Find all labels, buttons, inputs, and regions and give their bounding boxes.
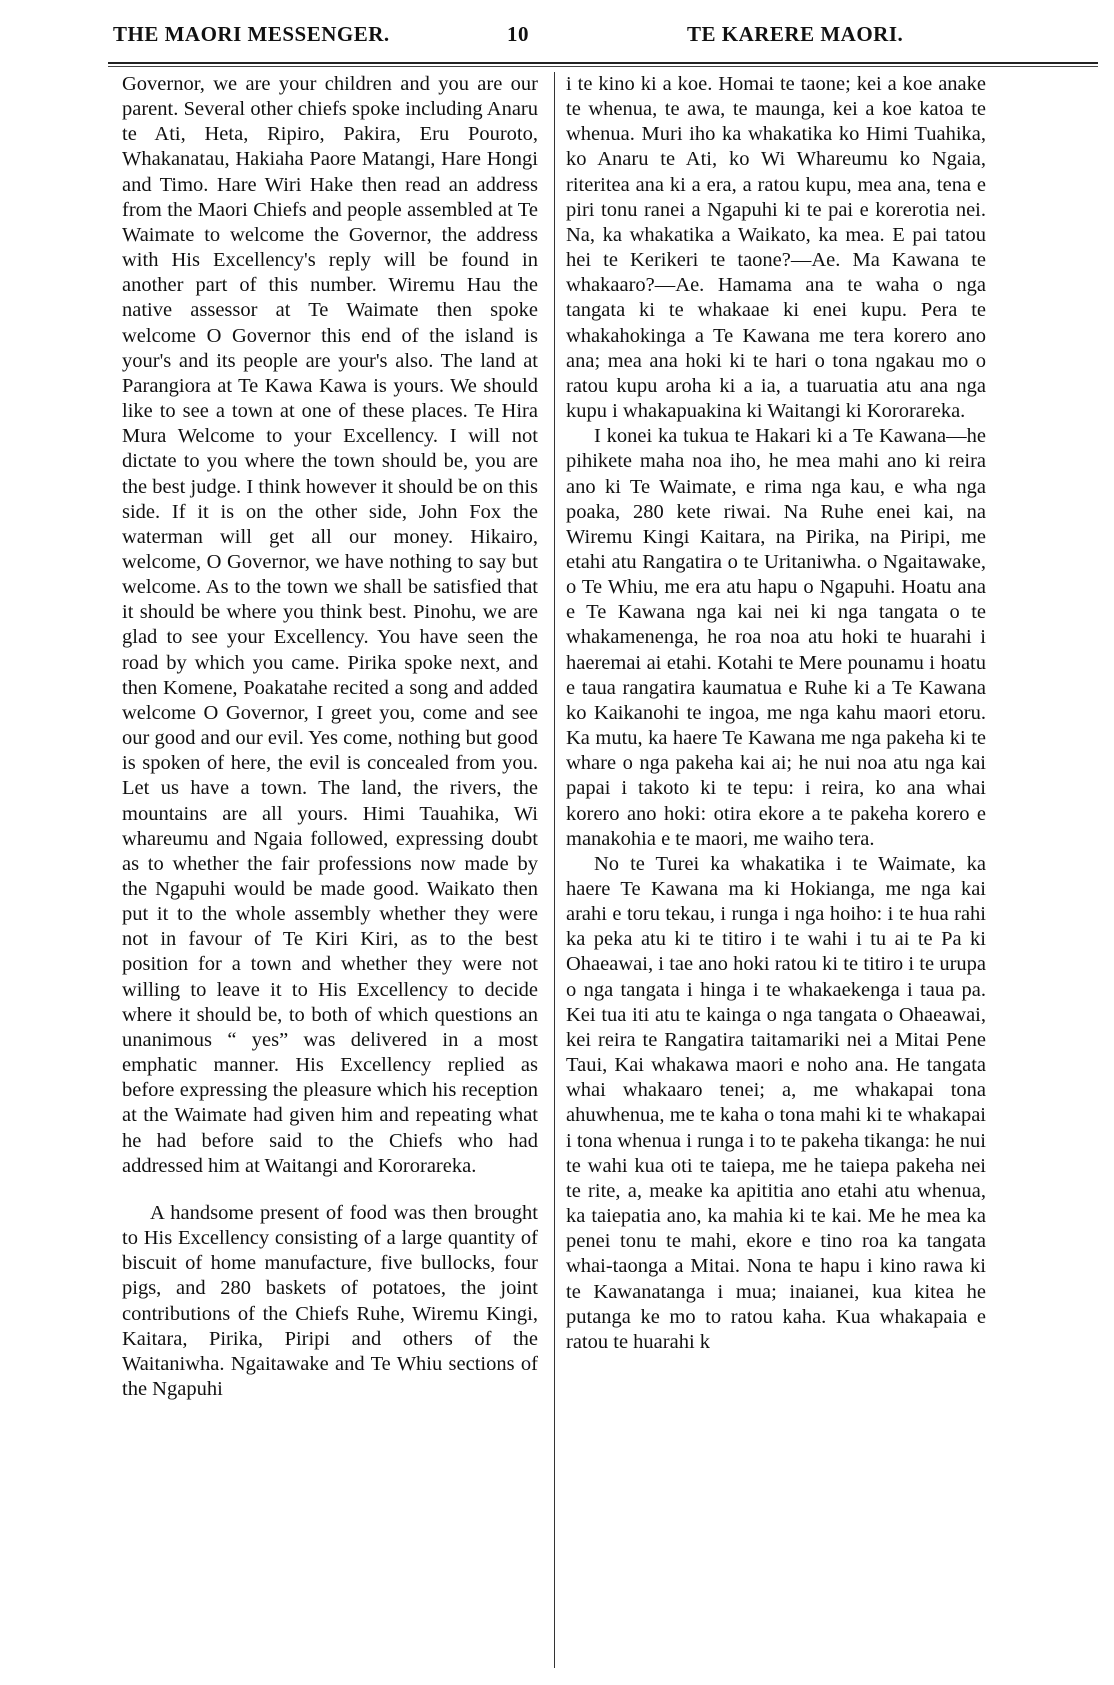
maori-paragraph-1: i te kino ki a koe. Homai te taone; kei a koe anake te whenua, te awa, te maunga, kei a koe katoa te whenua. Muri iho ka whakatika ko Himi Tuahika, ko Anaru te Ati, ko Wi Whareumu ko Ngaia, riteritea ana ki a era, a ratou kupu, mea ana, tena e piri tonu ranei a Ngapuhi ki te pai e korerotia nei. Na, ka whakatika a Waikato, ka mea. E pai tatou hei te Kerikeri te taone?—Ae. Ma Kawana te whakaaro?—Ae. Hamama ana te waha o nga tangata ki te whakaae ki enei kupu. Pera te whakahokinga a Te Kawana me tera korero ano ana; mea ana hoki ki te hari o tona ngakau mo o ratou kupu aroha ki a ia, a tuaruatia atu ana nga kupu i whakapuakina ki Waitangi ki Kororareka. xyxy=(566,73,986,423)
header-rule xyxy=(108,62,1098,64)
maori-paragraph-3: No te Turei ka whakatika i te Waimate, ka haere Te Kawana ma ki Hokianga, me nga kai arahi e toru tekau, i runga i nga hoiho: i te hua rahi ka peka atu ki te titiro i te wahi i tu ai te Pa ki Ohaeawai, i tae ano hoki ratou ki te titiro i te urupa o nga tangata i hinga i te whakaekenga i taua pa. Kei tua iti atu te kainga o nga tangata o Ohaeawai, kei reira te Rangatira taitamariki nei a Mitai Pene Taui, Kai whakawa maori e noho ana. He tangata whai whakaaro tenei; a, me whakapai tona ahuwhenua, me te kaha o tona mahi ki te whakapai i tona whenua i runga i to te pakeha tikanga: he nui te wahi kua oti te taiepa, me he taiepa pakeha nei te rite, a, meake ka apititia ano etahi atu whenua, ka taiepatia ano, ka mahia ki te kai. Me he mea ka penei tonu te mahi, ekore e tino roa ka tangata whai-taonga a Mitai. Nona te hapu i kino rawa ki te Kawanatanga i mua; inaianei, kua kitea he putanga ke mo to ratou kaha. Kua whakapaia e ratou te huarahi k xyxy=(566,852,986,1353)
english-column xyxy=(122,72,538,1672)
column-divider xyxy=(554,72,555,1668)
maori-masthead-title: TE KARERE MAORI. xyxy=(687,22,904,46)
page-header xyxy=(95,14,1085,54)
maori-column xyxy=(566,72,986,1672)
paragraph-gap xyxy=(122,1179,538,1201)
maori-paragraph-2: I konei ka tukua te Hakari ki a Te Kawana—he pihikete maha noa iho, he mea mahi ano ki reira ano ki Te Waimate, e rima nga kau, e wha nga poaka, 280 kete riwai. Na Ruhe enei kai, na Wiremu Kingi Kaitara, na Pirika, na Piripi, me etahi atu Rangatira o te Uritaniwha. o Ngaitawake, o Te Whiu, me era atu hapu o Ngapuhi. Hoatu ana e Te Kawana nga kai nei ki nga tangata o te whakamenenga, he roa noa atu hoki te huarahi i haeremai ai etahi. Kotahi te Mere pounamu i hoatu e taua rangatira kaumatua e Ruhe ki a Te Kawana ko Kaikanohi te ingoa, me nga kahu maori etoru. Ka mutu, ka haere Te Kawana me nga pakeha ki te whare o nga pakeha kai ai; he nui noa atu nga kai papai i takoto ki te tepu: i reira, ko ana whai korero ano hoki: otira ekore a te pakeha korero e manakohia e te maori, me waiho tera. xyxy=(566,425,986,850)
header-rule-thin xyxy=(108,66,1098,67)
english-masthead-title: THE MAORI MESSENGER. xyxy=(113,22,390,46)
page-number: 10 xyxy=(507,22,529,46)
english-paragraph-1: Governor, we are your children and you are our parent. Several other chiefs spoke including Anaru te Ati, Heta, Ripiro, Pakira, Eru Pouroto, Whakanatau, Hakiaha Paore Matangi, Hare Hongi and Timo. Hare Wiri Hake then read an address from the Maori Chiefs and people assembled at Te Waimate to welcome the Governor, the address with His Excellency's reply will be found in another part of this number. Wiremu Hau the native assessor at Te Waimate then spoke welcome O Governor this end of the island is your's and its people are your's also. The land at Parangiora at Te Kawa Kawa is yours. We should like to see a town at one of these places. Te Hira Mura Welcome to your Excellency. I will not dictate to you where the town should be, you are the best judge. I think however it should be on this side. If it is on the other side, John Fox the waterman will get all our money. Hikairo, welcome, O Governor, we have nothing to say but welcome. As to the town we shall be satisfied that it should be where you think best. Pinohu, we are glad to see your Excellency. You have seen the road by which you came. Pirika spoke next, and then Komene, Poakatahe recited a song and added welcome O Governor, I greet you, come and see our good and our evil. Yes come, nothing but good is spoken of here, the evil is concealed from you. Let us have a town. The land, the rivers, the mountains are all yours. Himi Tauahika, Wi whareumu and Ngaia followed, expressing doubt as to whether the fair professions now made by the Ngapuhi would be made good. Waikato then put it to the whole assembly whether they were not in favour of Te Kiri Kiri, as to the best position for a town and whether they were not willing to leave it to His Excellency to decide where it should be, to both of which questions an unanimous “ yes” was delivered in a most emphatic manner. His Excellency replied as before expressing the pleasure which his reception at the Waimate had given him and repeating what he had before said to the Chiefs who had addressed him at Waitangi and Kororareka. xyxy=(122,73,538,1177)
english-paragraph-2: A handsome present of food was then brought to His Excellency consisting of a large quantity of biscuit of home manufacture, five bullocks, four pigs, and 280 baskets of potatoes, the joint contributions of the Chiefs Ruhe, Wiremu Kingi, Kaitara, Pirika, Piripi and others of the Waitaniwha. Ngaitawake and Te Whiu sections of the Ngapuhi xyxy=(122,1201,538,1400)
